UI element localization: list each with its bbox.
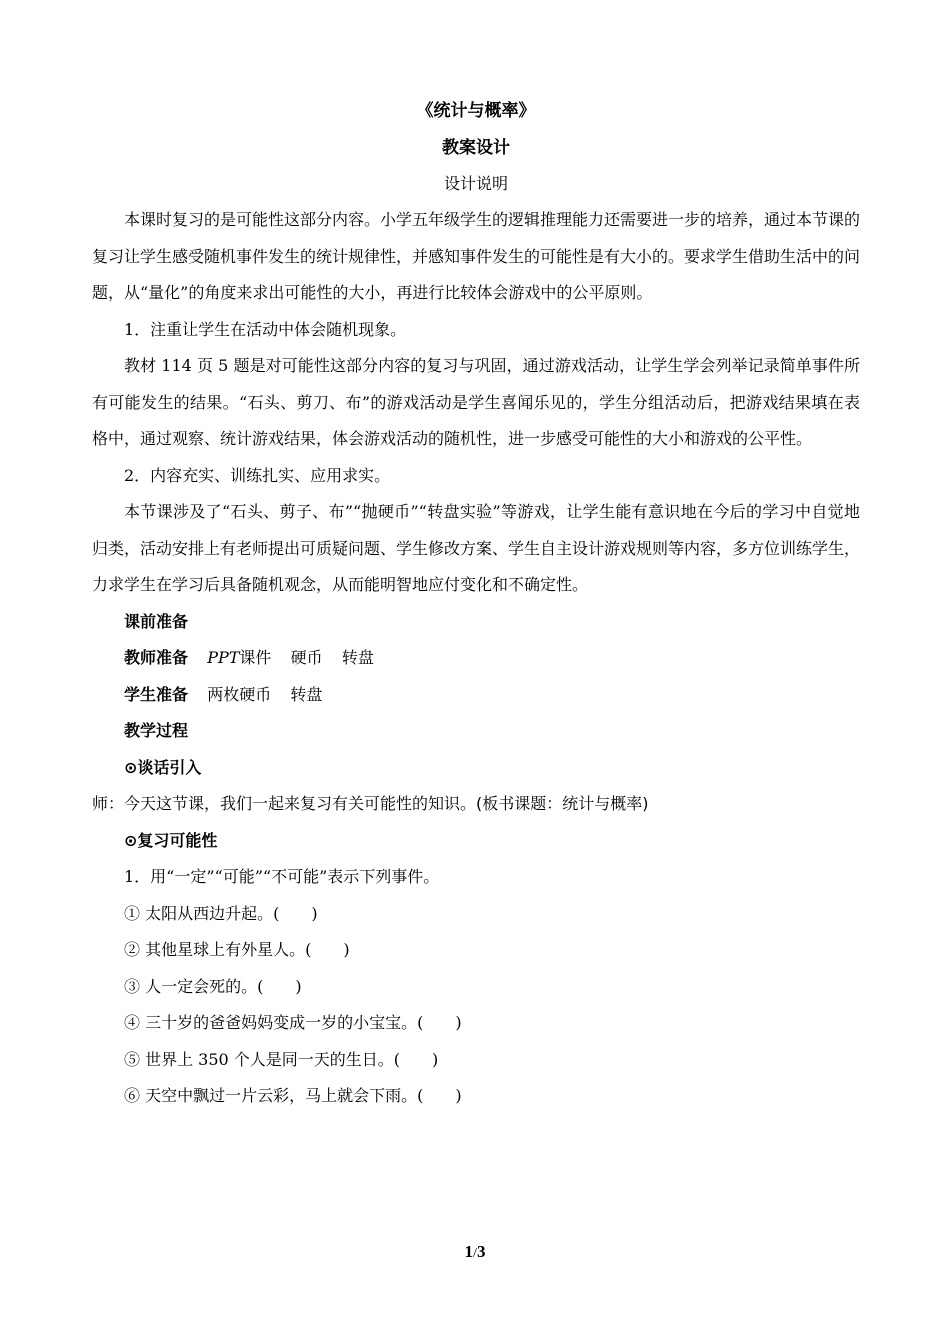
section-1-heading: ⊙谈话引入 (124, 757, 202, 777)
prep-heading: 课前准备 (124, 611, 189, 631)
teacher-prep-label: 教师准备 (124, 648, 189, 667)
close-paren: ) (455, 1086, 462, 1105)
list-item (92, 1042, 860, 1079)
process-heading: 教学过程 (124, 721, 189, 740)
intro-paragraph: 本课时复习的是可能性这部分内容。小学五年级学生的逻辑推理能力还需要进一步的培养，通过本节课的复习让学生感受随机事件发生的统计规律性，并感知事件发生的可能性是有大小的。要求学生借助生活中的问题，从“量化”的角度来求出可能性的大小，再进行比较体会游戏中的公平原则。 (92, 210, 861, 302)
section-2-heading: ⊙复习可能性 (124, 830, 218, 850)
list-item (92, 896, 860, 933)
list-item-text: ① 太阳从西边升起。( (124, 903, 280, 923)
teacher-line: 师：今天这节课，我们一起来复习有关可能性的知识。 (92, 794, 477, 813)
teacher-prep-ppt: PPT (207, 648, 240, 667)
list-item-text: ③ 人一定会死的。( (124, 976, 264, 996)
page-number (0, 1242, 950, 1262)
list-item (92, 1078, 860, 1115)
page-separator: / (473, 1246, 477, 1261)
student-prep-line (92, 677, 860, 714)
point-2-heading: 2．内容充实、训练扎实、应用求实。 (124, 465, 391, 485)
document-title: 《统计与概率》 (416, 101, 536, 121)
close-paren: ) (432, 1049, 439, 1069)
point-2-paragraph: 本节课涉及了“石头、剪子、布”“抛硬币”“转盘实验”等游戏，让学生能有意识地在今后的学习中自觉地归类，活动安排上有老师提出可质疑问题、学生修改方案、学生自主设计游戏规则等内容，多方位训练学生，力求学生在学习后具备随机观念，从而能明智地应付变化和不确定性。 (92, 502, 861, 594)
close-paren: ) (343, 940, 350, 959)
list-item (92, 932, 860, 969)
point-1-paragraph: 教材 114 页 5 题是对可能性这部分内容的复习与巩固，通过游戏活动，让学生学会列举记录简单事件所有可能发生的结果。“石头、剪刀、布”的游戏活动是学生喜闻乐见的，学生分组活动后，把游戏结果填在表格中，通过观察、统计游戏结果，体会游戏活动的随机性，进一步感受可能性的大小和游戏的公平性。 (92, 356, 860, 448)
total-pages: 3 (476, 1242, 486, 1261)
design-notes-heading: 设计说明 (443, 174, 508, 193)
teacher-prep-item: 硬币 (290, 648, 323, 667)
section-2-question: 1．用“一定”“可能”“不可能”表示下列事件。 (124, 867, 440, 886)
section-1-text (92, 786, 860, 823)
board-note: (板书课题：统计与概率) (476, 794, 649, 813)
list-item-text: ④ 三十岁的爸爸妈妈变成一岁的小宝宝。( (124, 1013, 424, 1032)
teacher-prep-item: 转盘 (341, 648, 374, 667)
list-item (92, 1005, 860, 1042)
point-1-heading: 1．注重让学生在活动中体会随机现象。 (124, 319, 407, 339)
list-item (92, 969, 860, 1006)
list-item-text: ⑥ 天空中飘过一片云彩，马上就会下雨。( (124, 1086, 424, 1105)
student-prep-label: 学生准备 (124, 684, 189, 704)
current-page: 1 (464, 1242, 474, 1261)
close-paren: ) (311, 903, 318, 923)
close-paren: ) (295, 976, 302, 996)
student-prep-item: 转盘 (290, 684, 323, 704)
close-paren: ) (455, 1013, 462, 1032)
teacher-prep-item: 课件 (239, 648, 272, 667)
list-item-text: ⑤ 世界上 350 个人是同一天的生日。( (124, 1049, 401, 1069)
list-item-text: ② 其他星球上有外星人。( (124, 940, 312, 959)
document-subtitle: 教案设计 (442, 138, 510, 158)
student-prep-item: 两枚硬币 (207, 684, 272, 704)
teacher-prep-line (92, 640, 860, 677)
document-page (92, 92, 860, 1115)
